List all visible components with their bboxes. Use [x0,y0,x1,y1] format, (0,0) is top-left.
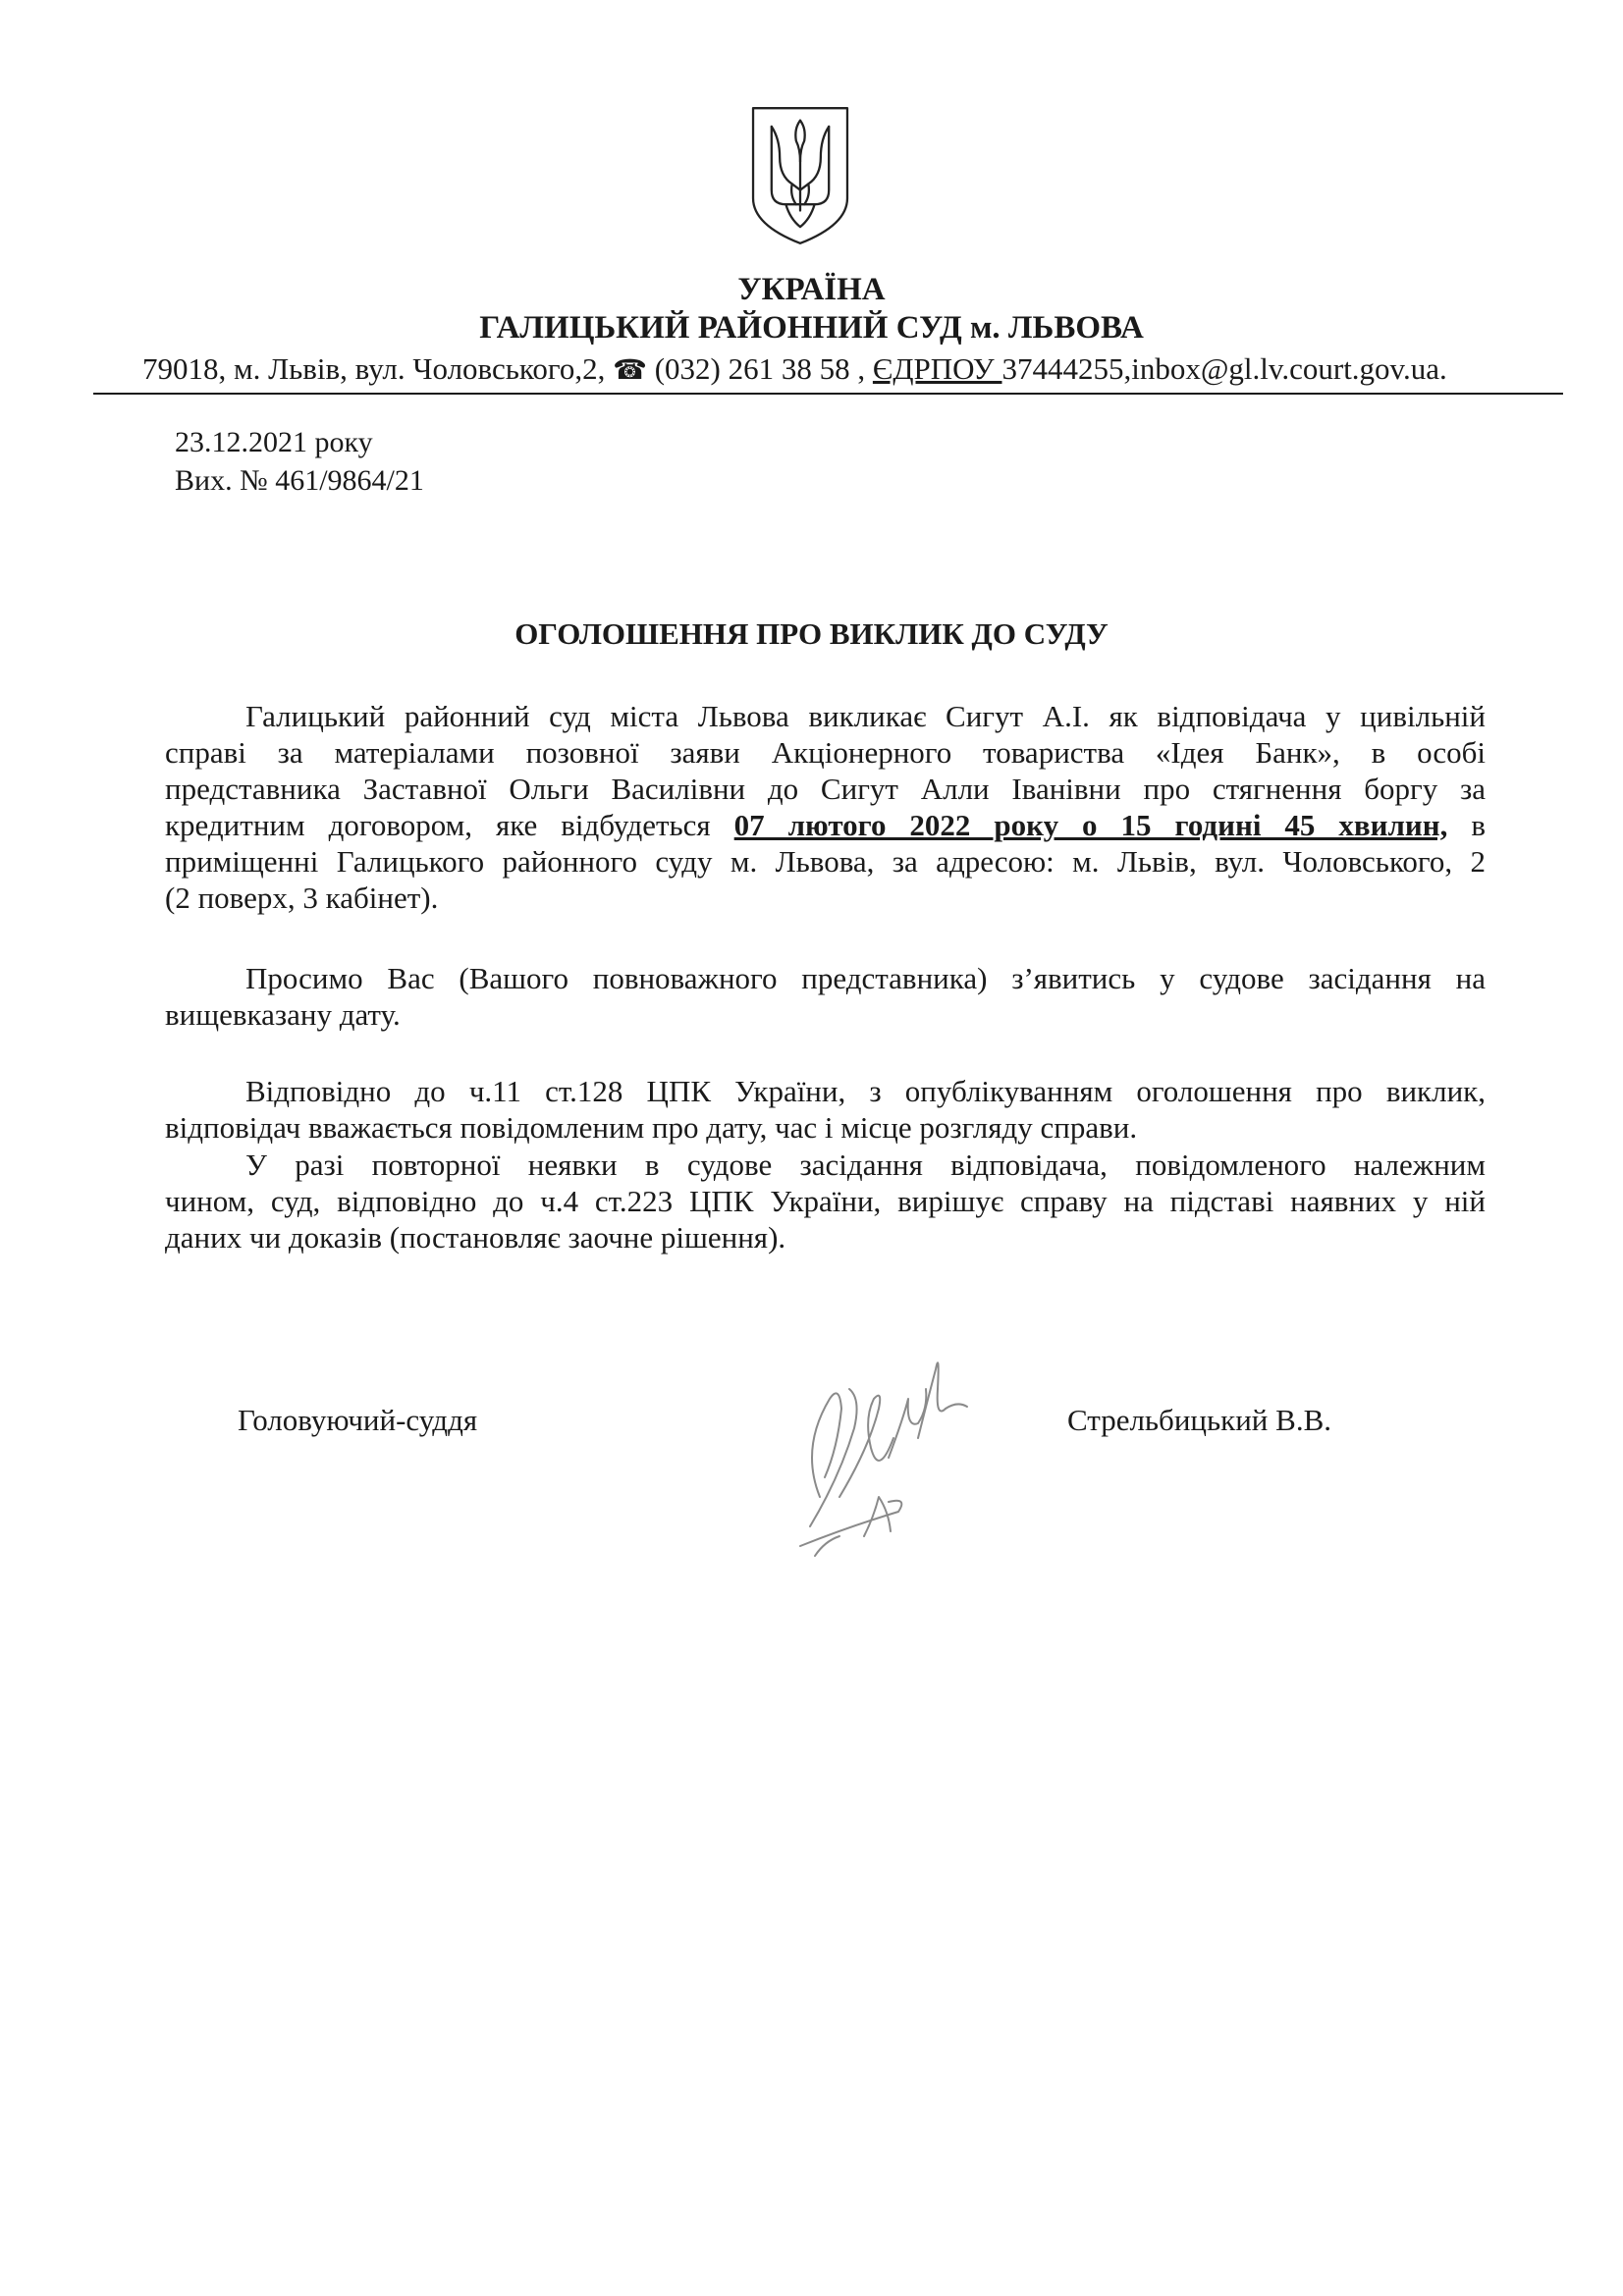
paragraph-1-line-3: представника Заставної Ольги Василівни до Сигут Алли Іванівни про стягнення боргу за [165,772,1486,806]
paragraph-1-line-4 [165,807,1486,844]
text: кредитним договором, яке відбудеться [165,808,734,842]
paragraph-1-line-6: (2 поверх, 3 кабінет). [165,881,439,915]
paragraph-4-line-2: чином, суд, відповідно до ч.4 ст.223 ЦПК України, вирішує справу на підставі наявних у ній [165,1184,1486,1218]
paragraph-4-line-3: даних чи доказів (постановляє заочне рішення). [165,1220,786,1255]
judge-name: Стрельбицький В.В. [1067,1403,1331,1437]
paragraph-4-line-1: У разі повторної неявки в судове засідання відповідача, повідомленого належним [245,1148,1486,1182]
paragraph-3-line-1: Відповідно до ч.11 ст.128 ЦПК України, з опублікуванням оголошення про виклик, [245,1074,1486,1108]
court-heading: ГАЛИЦЬКИЙ РАЙОННИЙ СУД м. ЛЬВОВА [479,310,1144,346]
edrpou-and-email: 37444255,inbox@gl.lv.court.gov.ua. [1001,351,1447,386]
country-heading: УКРАЇНА [737,272,886,307]
coat-of-arms-icon [748,104,852,247]
phone-number: (032) 261 38 58 , [646,351,873,386]
notice-title: ОГОЛОШЕННЯ ПРО ВИКЛИК ДО СУДУ [514,616,1109,651]
outgoing-number: Вих. № 461/9864/21 [175,464,424,497]
paragraph-2-line-1: Просимо Вас (Вашого повноважного представника) з’явитись у судове засідання на [245,961,1486,995]
document-date: 23.12.2021 року [175,426,373,458]
telephone-icon: ☎ [613,355,647,386]
signature-icon [781,1330,997,1566]
paragraph-1-line-5: приміщенні Галицького районного суду м. Львова, за адресою: м. Львів, вул. Чоловського, 2 [165,844,1486,879]
edrpou-label: ЄДРПОУ [872,351,1002,386]
court-address-line [142,350,1537,390]
hearing-datetime: 07 лютого 2022 року о 15 годині 45 хвилин, [733,808,1448,842]
paragraph-2-line-2: вищевказану дату. [165,997,401,1032]
paragraph-1-line-1: Галицький районний суд міста Львова викликає Сигут А.І. як відповідача у цивільній [245,699,1486,733]
paragraph-3-line-2: відповідач вважається повідомленим про дату, час і місце розгляду справи. [165,1110,1138,1145]
address-text: 79018, м. Львів, вул. Чоловського,2, [142,351,614,386]
paragraph-1-line-2: справі за матеріалами позовної заяви Акціонерного товариства «Ідея Банк», в особі [165,735,1486,770]
text: в [1447,808,1486,842]
header-divider [93,393,1563,395]
judge-role: Головуючий-суддя [238,1403,478,1437]
